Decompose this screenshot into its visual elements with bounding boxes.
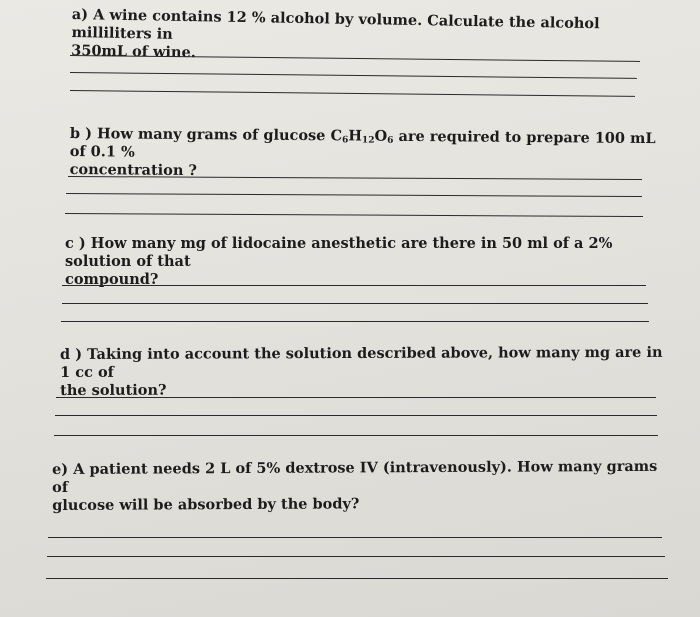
question-b-line2: concentration ? xyxy=(69,160,198,180)
answer-line-d-1[interactable] xyxy=(56,397,656,398)
answer-line-e-2[interactable] xyxy=(47,556,665,557)
answer-line-c-2[interactable] xyxy=(62,303,648,304)
question-b-line1: b ) How many grams of glucose $C_6H_{12}O_6$ are required to prepare 100 mL of 0.1 % xyxy=(69,125,656,161)
answer-line-d-2[interactable] xyxy=(55,415,657,416)
question-e xyxy=(52,458,672,515)
question-c xyxy=(65,235,665,289)
answer-line-e-3[interactable] xyxy=(46,578,668,579)
question-d xyxy=(60,344,670,400)
question-e-line1: e) A patient needs 2 L of 5% dextrose IV (intravenously). How many grams of xyxy=(52,457,658,496)
question-a-line1: a) A wine contains 12 % alcohol by volume. Calculate the alcohol milliliters in xyxy=(71,6,600,43)
answer-line-b-3[interactable] xyxy=(65,213,643,217)
question-c-line2: compound? xyxy=(65,271,159,288)
answer-line-d-3[interactable] xyxy=(54,435,658,436)
answer-line-c-3[interactable] xyxy=(61,321,649,322)
question-c-line1: c ) How many mg of lidocaine anesthetic are there in 50 ml of a 2% solution of that xyxy=(65,235,613,270)
question-b-text-pre: b ) How many grams of glucose C xyxy=(69,125,343,145)
answer-line-a-3[interactable] xyxy=(70,90,635,97)
answer-line-a-2[interactable] xyxy=(70,72,637,79)
question-d-line1: d ) Taking into account the solution described above, how many mg are in 1 cc of xyxy=(60,343,663,381)
question-b-text-post: are required to prepare 100 mL of 0.1 % xyxy=(69,127,656,161)
question-b xyxy=(70,125,670,184)
answer-line-b-2[interactable] xyxy=(66,193,642,197)
question-e-line2: glucose will be absorbed by the body? xyxy=(52,495,360,514)
answer-line-c-1[interactable] xyxy=(62,285,646,286)
question-d-line2: the solution? xyxy=(60,381,167,399)
question-a-line2: 350mL of wine. xyxy=(71,41,196,62)
answer-line-e-1[interactable] xyxy=(48,537,662,538)
